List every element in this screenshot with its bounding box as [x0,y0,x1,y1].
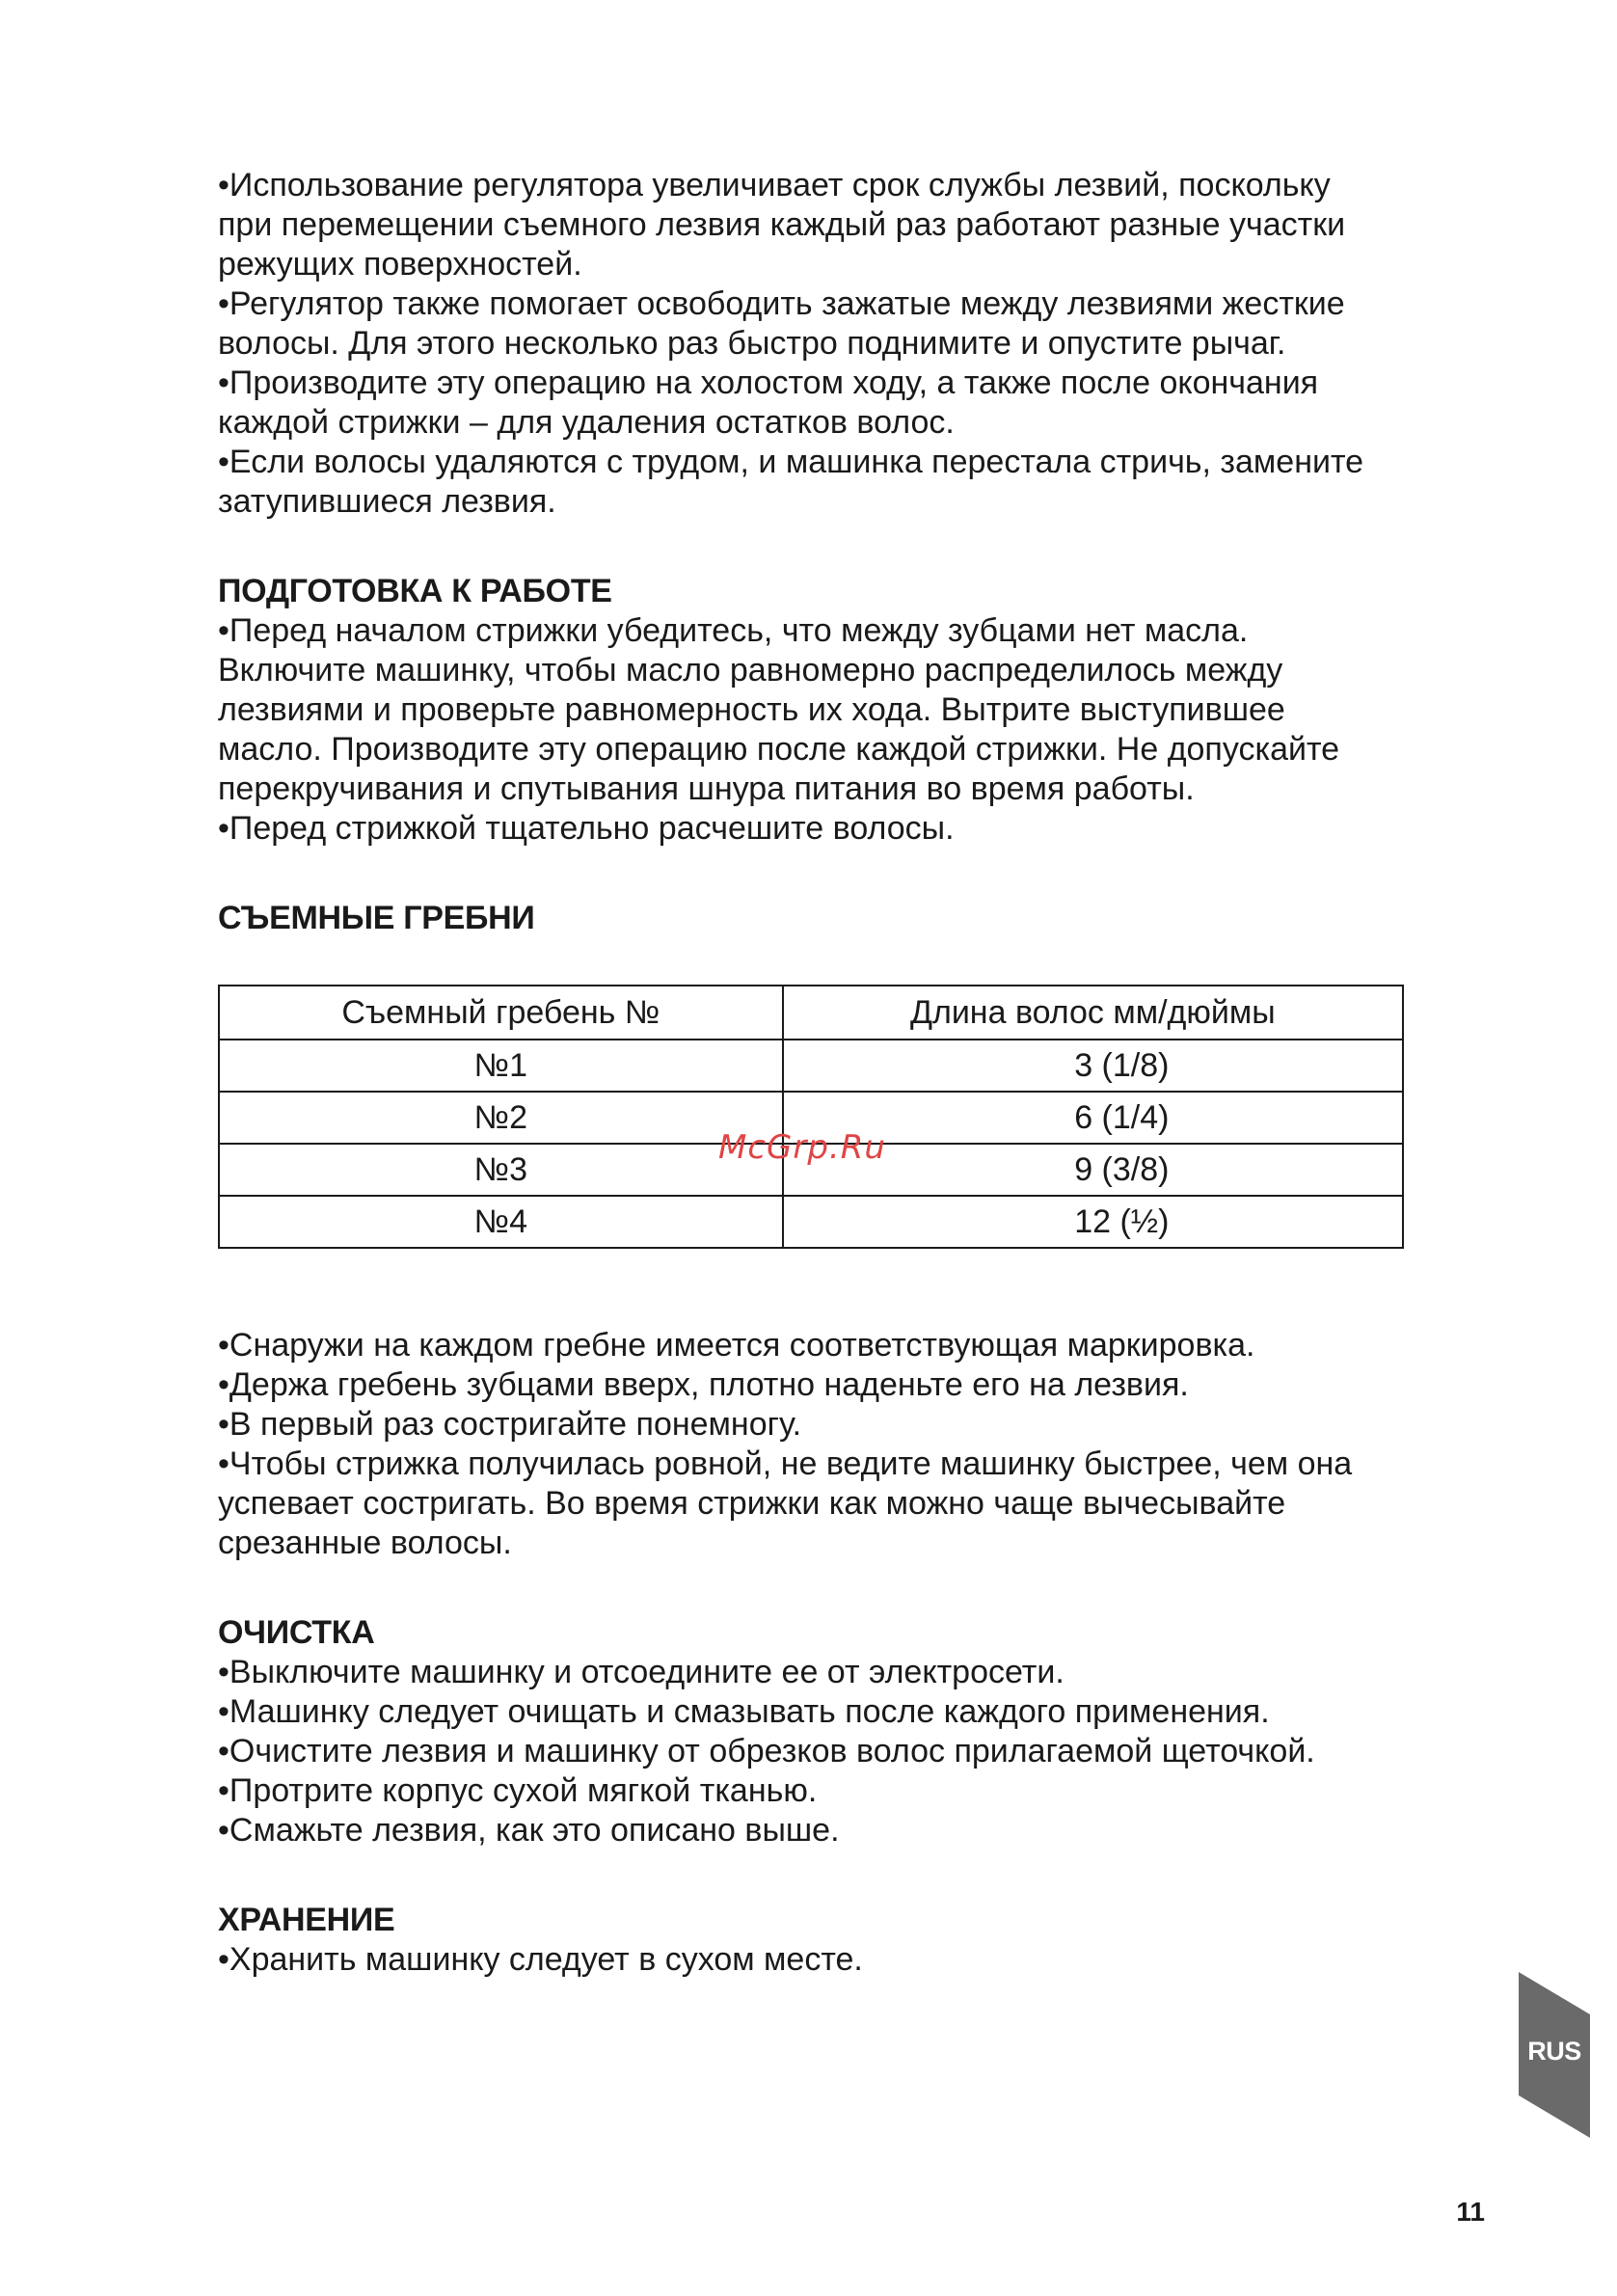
intro-line: •Производите эту операцию на холостом ходу, а также после окончания [218,365,1319,401]
table-cell-comb: №2 [219,1092,783,1144]
table-cell-length: 12 (½) [783,1196,1403,1248]
table-cell-length: 3 (1/8) [783,1040,1403,1092]
intro-line: •Регулятор также помогает освободить зажатые между лезвиями жесткие [218,285,1345,322]
intro-line: •Если волосы удаляются с трудом, и машинка перестала стричь, замените [218,444,1364,480]
intro-line: режущих поверхностей. [218,246,582,283]
combs-line: •Держа гребень зубцами вверх, плотно наденьте его на лезвия. [218,1366,1189,1403]
combs-line: срезанные волосы. [218,1525,512,1561]
preparation-line: масло. Производите эту операцию после каждой стрижки. Не допускайте [218,731,1340,768]
table-header-comb: Съемный гребень № [219,986,783,1040]
cleaning-line: •Смажьте лезвия, как это описано выше. [218,1812,840,1849]
preparation-heading: ПОДГОТОВКА К РАБОТЕ [218,573,612,609]
combs-line: успевает состригать. Во время стрижки как можно чаще вычесывайте [218,1485,1286,1522]
intro-line: волосы. Для этого несколько раз быстро поднимите и опустите рычаг. [218,325,1286,362]
intro-section [218,166,1471,522]
table-cell-length: 9 (3/8) [783,1144,1403,1196]
intro-line: каждой стрижки – для удаления остатков волос. [218,404,955,441]
preparation-line: •Перед началом стрижки убедитесь, что между зубцами нет масла. [218,612,1249,649]
table-row [219,1040,1403,1092]
intro-line: •Использование регулятора увеличивает срок службы лезвий, поскольку [218,167,1331,203]
watermark: McGrp.Ru [718,1128,886,1167]
table-header-length: Длина волос мм/дюймы [783,986,1403,1040]
combs-line: •Чтобы стрижка получилась ровной, не ведите машинку быстрее, чем она [218,1445,1353,1482]
cleaning-line: •Очистите лезвия и машинку от обрезков волос прилагаемой щеточкой. [218,1733,1315,1769]
combs-heading: СЪЕМНЫЕ ГРЕБНИ [218,900,535,936]
table-cell-comb: №1 [219,1040,783,1092]
cleaning-section [218,1613,1471,1850]
cleaning-line: •Выключите машинку и отсоедините ее от электросети. [218,1654,1065,1690]
table-row [219,1196,1403,1248]
page-content [218,166,1471,1980]
cleaning-heading: ОЧИСТКА [218,1614,375,1651]
intro-line: затупившиеся лезвия. [218,483,556,520]
combs-section [218,899,1471,1563]
cleaning-line: •Протрите корпус сухой мягкой тканью. [218,1772,818,1809]
language-tab-label: RUS [1527,2037,1581,2066]
storage-heading: ХРАНЕНИЕ [218,1902,395,1938]
combs-line: •В первый раз состригайте понемногу. [218,1406,802,1443]
storage-section [218,1901,1471,1980]
preparation-line: Включите машинку, чтобы масло равномерно распределилось между [218,652,1283,689]
table-cell-comb: №3 [219,1144,783,1196]
table-cell-comb: №4 [219,1196,783,1248]
storage-line: •Хранить машинку следует в сухом месте. [218,1941,863,1978]
page-number: 11 [1456,2197,1485,2227]
cleaning-line: •Машинку следует очищать и смазывать после каждого применения. [218,1693,1270,1730]
preparation-line: лезвиями и проверьте равномерность их хода. Вытрите выступившее [218,691,1285,728]
table-header-row [219,986,1403,1040]
combs-line: •Снаружи на каждом гребне имеется соответствующая маркировка. [218,1327,1255,1364]
table-cell-length: 6 (1/4) [783,1092,1403,1144]
preparation-line: перекручивания и спутывания шнура питания во время работы. [218,770,1195,807]
intro-line: при перемещении съемного лезвия каждый раз работают разные участки [218,206,1346,243]
combs-table [218,985,1404,1249]
preparation-line: •Перед стрижкой тщательно расчешите волосы. [218,810,955,847]
preparation-section [218,572,1471,849]
